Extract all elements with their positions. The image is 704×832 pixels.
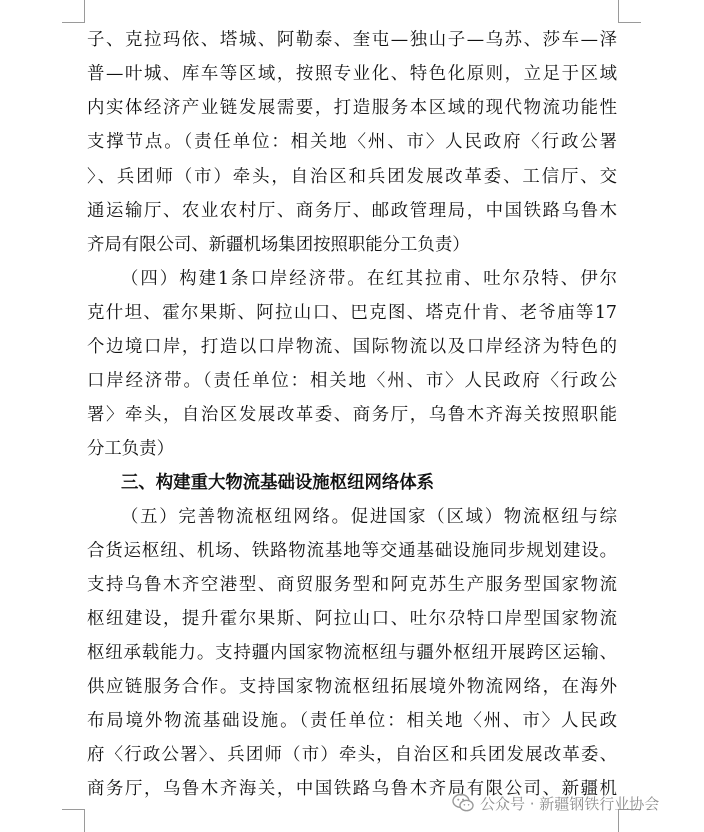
text-line: 商务厅，乌鲁木齐海关，中国铁路乌鲁木齐局有限公司、新疆机 <box>87 779 617 799</box>
text-line: 枢纽承载能力。支持疆内国家物流枢纽与疆外枢纽开展跨区运输、 <box>87 643 617 663</box>
text-line: 枢纽建设，提升霍尔果斯、阿拉山口、吐尔尕特口岸型国家物流 <box>87 609 617 629</box>
wechat-icon <box>452 793 474 813</box>
text-line: 署〉牵头，自治区发展改革委、商务厅，乌鲁木齐海关按照职能 <box>87 405 617 425</box>
text-line: 个边境口岸，打造以口岸物流、国际物流以及口岸经济为特色的 <box>87 337 617 357</box>
text-line: 合货运枢纽、机场、铁路物流基地等交通基础设施同步规划建设。 <box>87 541 617 561</box>
text-line: 子、克拉玛依、塔城、阿勒泰、奎屯—独山子—乌苏、莎车—泽 <box>87 30 617 50</box>
text-line: 分工负责） <box>87 439 174 459</box>
text-line: 齐局有限公司、新疆机场集团按照职能分工负责） <box>87 235 470 255</box>
text-line: 支撑节点。（责任单位：相关地〈州、市〉人民政府〈行政公署 <box>87 132 617 152</box>
watermark <box>452 791 659 815</box>
text-line: 口岸经济带。（责任单位：相关地〈州、市〉人民政府〈行政公 <box>87 371 617 391</box>
crop-mark-top-right <box>618 0 641 23</box>
crop-mark-top-left <box>62 0 85 23</box>
text-line: 支持乌鲁木齐空港型、商贸服务型和阿克苏生产服务型国家物流 <box>87 575 617 595</box>
text-line: （五）完善物流枢纽网络。促进国家（区域）物流枢纽与综 <box>121 507 617 527</box>
text-line: 〉、兵团师（市）牵头，自治区和兵团发展改革委、工信厅、交 <box>87 167 617 187</box>
crop-mark-bottom-left <box>62 809 85 832</box>
text-line: 府〈行政公署〉、兵团师（市）牵头，自治区和兵团发展改革委、 <box>87 745 617 765</box>
watermark-text: 公众号 · 新疆钢铁行业协会 <box>480 794 660 813</box>
text-line: 供应链服务合作。支持国家物流枢纽拓展境外物流网络，在海外 <box>87 677 617 697</box>
text-line: 内实体经济产业链发展需要，打造服务本区域的现代物流功能性 <box>87 98 617 118</box>
text-line: 布局境外物流基础设施。（责任单位：相关地〈州、市〉人民政 <box>87 711 617 731</box>
text-line: 普—叶城、库车等区域，按照专业化、特色化原则，立足于区域 <box>87 64 617 84</box>
section-heading: 三、构建重大物流基础设施枢纽网络体系 <box>121 473 435 493</box>
text-line: 克什坦、霍尔果斯、阿拉山口、巴克图、塔克什肯、老爷庙等17 <box>87 303 617 323</box>
text-line: （四）构建1条口岸经济带。在红其拉甫、吐尔尕特、伊尔 <box>121 269 617 289</box>
text-line: 通运输厅、农业农村厅、商务厅、邮政管理局，中国铁路乌鲁木 <box>87 201 617 221</box>
